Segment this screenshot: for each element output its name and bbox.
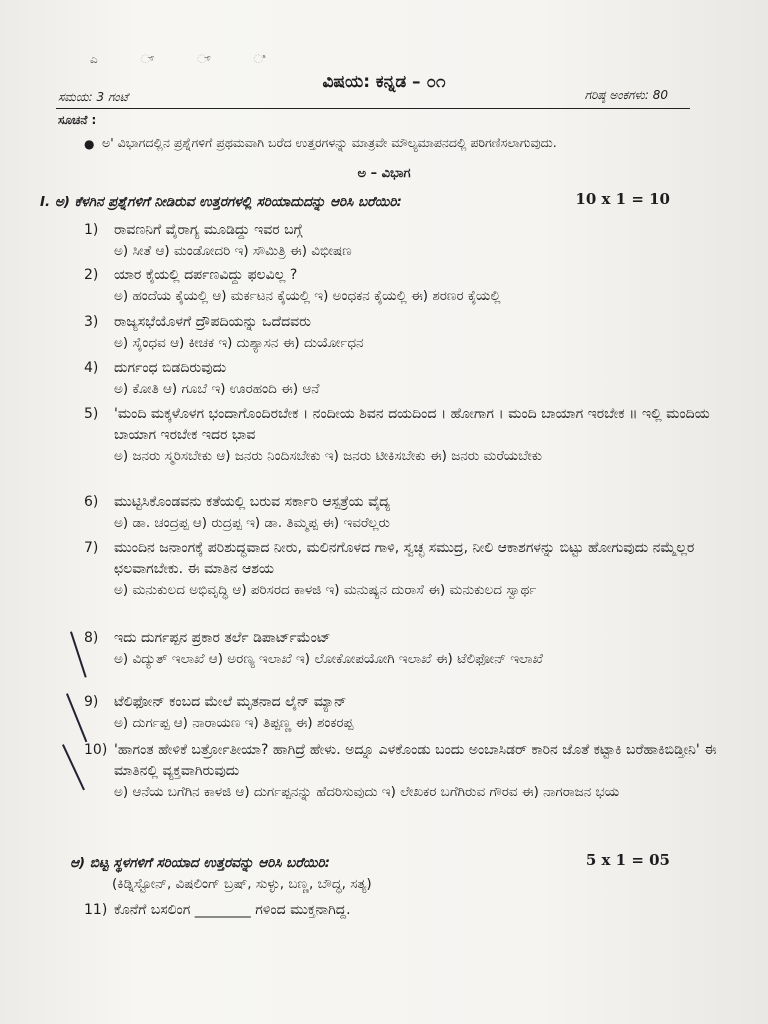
instructions-title: ಸೂಚನೆ : bbox=[58, 113, 97, 127]
subject-title: ವಿಷಯ: ಕನ್ನಡ – ೦೧ bbox=[322, 72, 446, 92]
question-item: 7) ಮುಂದಿನ ಜನಾಂಗಕ್ಕೆ ಪರಿಶುದ್ಧವಾದ ನೀರು, ಮಲಿನಗೊಳದ ಗಾಳಿ, ಸ್ವಚ್ಛ ಸಮುದ್ರ, ನೀಲಿ ಆಕಾಶಗಳನ್ನು ಬಿಟ್ಟು ಹೋಗುವುದು ನಮ್ಮೆಲ್ಲರ ಛಲವಾಗಬೇಕು. ಈ ಮಾತಿನ ಆಶಯ ಅ) ಮನುಕುಲದ ಅಭಿವೃದ್ಧಿ ಆ) ಪರಿಸರದ ಕಾಳಜಿ ಇ) ಮನುಷ್ಯನ ದುರಾಸೆ ಈ) ಮನುಕುಲದ ಸ್ವಾರ್ಥ bbox=[84, 540, 695, 598]
header-rule bbox=[56, 108, 690, 109]
question-item: 5) 'ಮಂದಿ ಮಕ್ಕಳೊಳಗ ಭಂದಾಗೊಂದಿರಬೇಕ । ನಂದೀಯ ಶಿವನ ದಯದಿಂದ । ಹೋಗಾಗ । ಮಂದಿ ಬಾಯಾಗ ಇರಬೇಕ ॥ ಇಲ್ಲಿ ಮಂದಿಯ ಬಾಯಾಗ ಇರಬೇಕ ಇದರ ಭಾವ ಅ) ಜನರು ಸ್ಮರಿಸಬೇಕು ಆ) ಜನರು ನಿಂದಿಸಬೇಕು ಇ) ಜನರು ಟೀಕಿಸಬೇಕು ಈ) ಜನರು ಮರೆಯಬೇಕು bbox=[84, 406, 710, 464]
max-marks-label: ಗರಿಷ್ಠ ಅಂಕಗಳು: 80 bbox=[584, 88, 668, 102]
faded-header-marks: ಎ ್ ್ ಿ bbox=[90, 52, 306, 66]
section-title: ಅ – ವಿಭಾಗ bbox=[357, 166, 411, 181]
instruction-item: ● ಅ' ವಿಭಾಗದಲ್ಲಿನ ಪ್ರಶ್ನೆಗಳಿಗೆ ಪ್ರಥಮವಾಗಿ ಬರೆದ ಉತ್ತರಗಳನ್ನು ಮಾತ್ರವೇ ಮೌಲ್ಯಮಾಪನದಲ್ಲಿ ಪರಿಗಣಿಸಲಾಗುವುದು. bbox=[84, 135, 557, 151]
question-item: 1) ರಾವಣನಿಗೆ ವೈರಾಗ್ಯ ಮೂಡಿದ್ದು ಇವರ ಬಗ್ಗೆ ಅ) ಸೀತೆ ಆ) ಮಂಡೋದರಿ ಇ) ಸೌಮಿತ್ರಿ ಈ) ವಿಭೀಷಣ bbox=[84, 222, 352, 259]
question-item: 8) ಇದು ದುರ್ಗಪ್ಪನ ಪ್ರಕಾರ ತರ್ಲೆ ಡಿಪಾರ್ಟ್‌ಮೆಂಟ್ ಅ) ವಿದ್ಯುತ್ ಇಲಾಖೆ ಆ) ಅರಣ್ಯ ಇಲಾಖೆ ಇ) ಲೋಕೋಪಯೋಗಿ ಇಲಾಖೆ ಈ) ಟೆಲಿಫೋನ್ ಇಲಾಖೆ bbox=[84, 630, 543, 667]
question-item: 2) ಯಾರ ಕೈಯಲ್ಲಿ ದರ್ಪಣವಿದ್ದು ಫಲವಿಲ್ಲ ? ಅ) ಹಂದೆಯ ಕೈಯಲ್ಲಿ ಆ) ಮರ್ಕಟನ ಕೈಯಲ್ಲಿ ಇ) ಅಂಧಕನ ಕೈಯಲ್ಲಿ ಈ) ಶರಣರ ಕೈಯಲ್ಲಿ bbox=[84, 267, 501, 304]
question-group-heading: I. ಅ) ಕೆಳಗಿನ ಪ್ರಶ್ನೆಗಳಿಗೆ ನೀಡಿರುವ ಉತ್ತರಗಳಲ್ಲಿ ಸರಿಯಾದುದನ್ನು ಆರಿಸಿ ಬರೆಯಿರಿ: bbox=[40, 194, 402, 210]
question-group-marks: 10 x 1 = 10 bbox=[575, 190, 670, 208]
question-group-marks: 5 x 1 = 05 bbox=[585, 851, 670, 869]
question-item: 10) 'ಹಾಗಂತ ಹೇಳಿಕೆ ಬರ್ತ್ರೋತೀಯಾ? ಹಾಗಿದ್ರೆ ಹೇಳು. ಅದ್ನೂ ಎಳಕೊಂಡು ಬಂದು ಅಂಬಾಸಿಡರ್ ಕಾರಿನ ಜೊತೆ ಕಟ್ಟಾಕಿ ಬರೆಹಾಕಿಬಿಡ್ತೀನಿ' ಈ ಮಾತಿನಲ್ಲಿ ವ್ಯಕ್ತವಾಗಿರುವುದು ಅ) ಆನೆಯ ಬಗೆಗಿನ ಕಾಳಜಿ ಆ) ದುರ್ಗಪ್ಪನನ್ನು ಹೆದರಿಸುವುದು ಇ) ಲೇಖಕರ ಬಗೆಗಿರುವ ಗೌರವ ಈ) ನಾಗರಾಜನ ಭಯ bbox=[84, 742, 717, 800]
bullet-icon: ● bbox=[84, 137, 95, 151]
question-group-heading: ಆ) ಬಿಟ್ಟ ಸ್ಥಳಗಳಿಗೆ ಸರಿಯಾದ ಉತ್ತರವನ್ನು ಆರಿಸಿ ಬರೆಯಿರಿ: bbox=[70, 855, 331, 871]
word-bank: (ಕಿಡ್ನಿಸ್ಟೋನ್, ವಿಷಲಿಂಗ್ ಬ್ರಷ್, ಸುಳ್ಳು, ಬಣ್ಣ, ಬೌದ್ಧ, ಸತ್ಯ) bbox=[112, 876, 372, 892]
time-label: ಸಮಯ: 3 ಗಂಟೆ bbox=[58, 90, 129, 104]
pen-mark bbox=[62, 744, 85, 790]
question-item: 3) ರಾಜ್ಯಸಭೆಯೊಳಗೆ ದ್ರೌಪದಿಯನ್ನು ಒದೆದವರು ಅ) ಸೈಂಧವ ಆ) ಕೀಚಕ ಇ) ದುಶ್ಯಾಸನ ಈ) ದುರ್ಯೋಧನ bbox=[84, 314, 364, 351]
question-item: 6) ಮುಟ್ಟಿಸಿಕೊಂಡವನು ಕತೆಯಲ್ಲಿ ಬರುವ ಸರ್ಕಾರಿ ಆಸ್ಪತ್ರೆಯ ವೈದ್ಯ ಅ) ಡಾ. ಚಂದ್ರಪ್ಪ ಆ) ರುದ್ರಪ್ಪ ಇ) ಡಾ. ತಿಮ್ಮಪ್ಪ ಈ) ಇವರೆಲ್ಲರು bbox=[84, 494, 391, 531]
question-item: 4) ದುರ್ಗಂಧ ಬಿಡದಿರುವುದು ಅ) ಕೋತಿ ಆ) ಗೂಬೆ ಇ) ಊರಹಂದಿ ಈ) ಆನೆ bbox=[84, 360, 320, 397]
question-item: 11) ಕೊನೆಗೆ ಬಸಲಿಂಗ ________ ಗಳಿಂದ ಮುಕ್ತನಾಗಿದ್ದ. bbox=[84, 902, 351, 918]
question-item: 9) ಟೆಲಿಫೋನ್ ಕಂಬದ ಮೇಲೆ ಮೃತನಾದ ಲೈನ್ ಮ್ಯಾನ್ ಅ) ದುರ್ಗಪ್ಪ ಆ) ನಾರಾಯಣ ಇ) ತಿಪ್ಪಣ್ಣ ಈ) ಶಂಕರಪ್ಪ bbox=[84, 694, 354, 731]
